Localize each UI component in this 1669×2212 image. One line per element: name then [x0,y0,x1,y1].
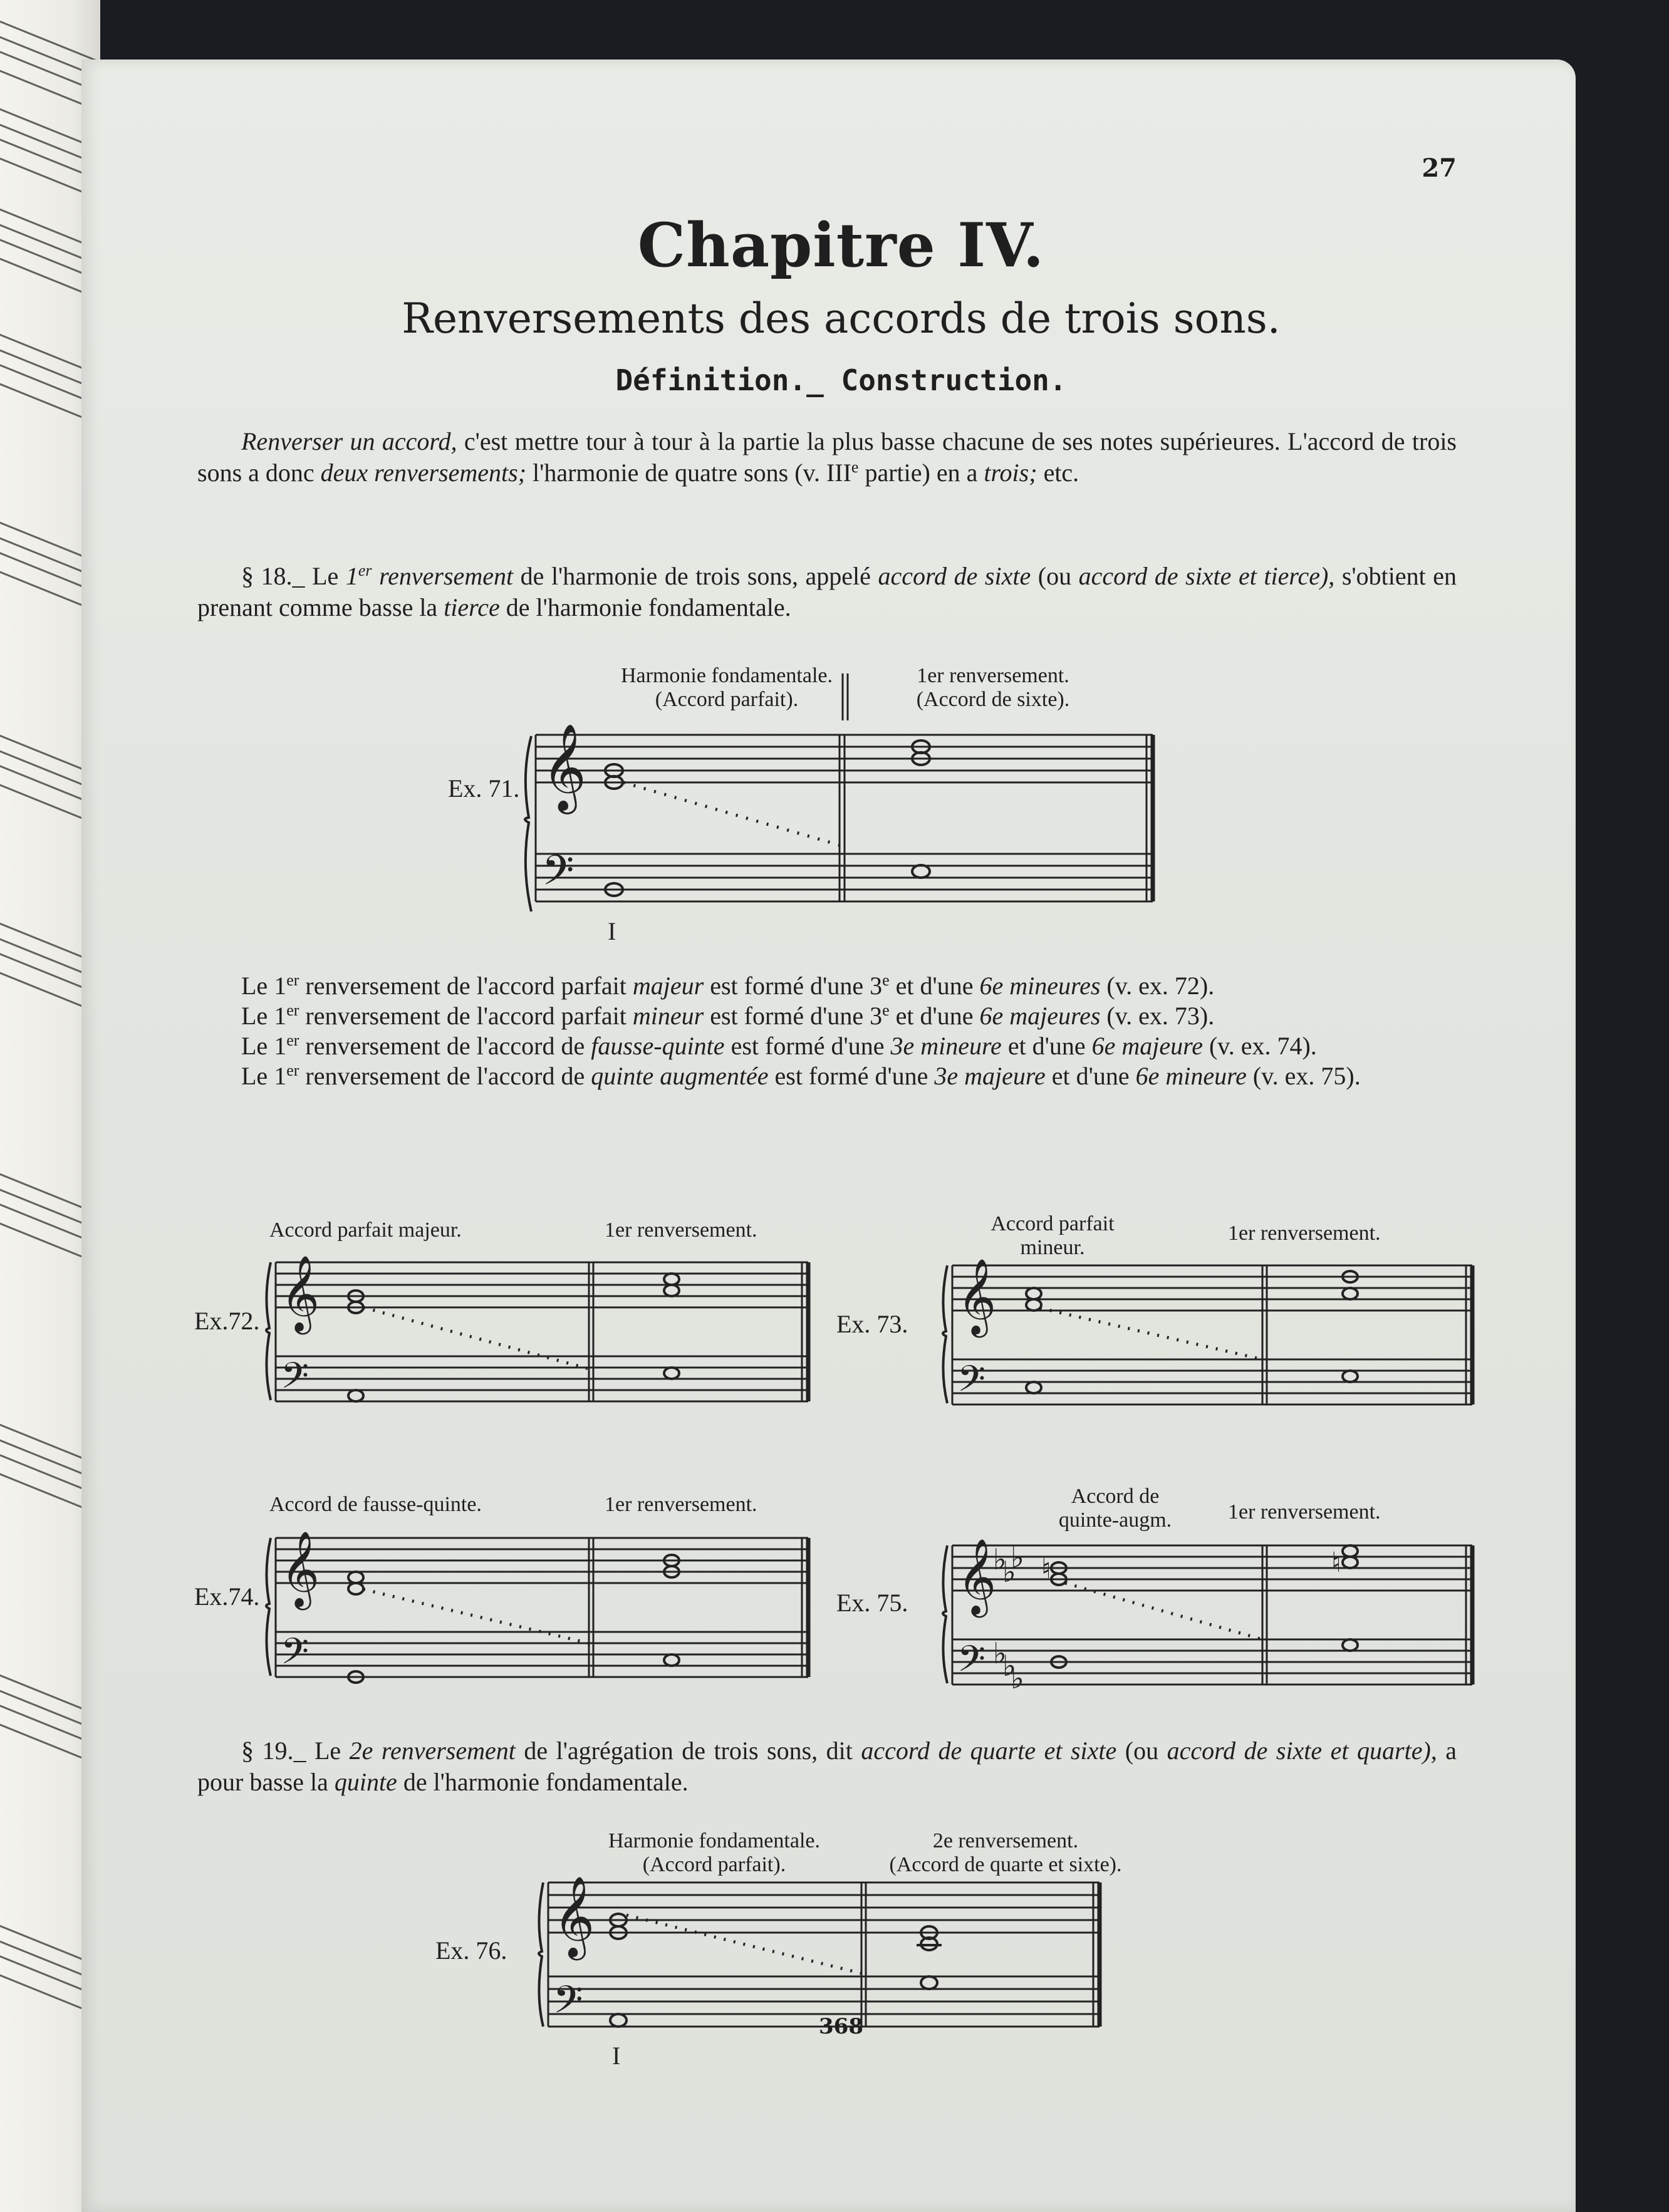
svg-text:𝄞: 𝄞 [553,1878,595,1956]
caption-line: (Accord de quarte et sixte). [889,1853,1122,1876]
body-text: (ou [1031,562,1079,590]
ex73-grand-staff [940,1259,1491,1422]
ex72-label: Ex.72. [194,1307,260,1335]
svg-text:𝄞: 𝄞 [957,1260,997,1333]
section-number: § 19._ Le [241,1737,350,1765]
body-text: s'obtient en prenant comme basse la [197,562,1457,621]
body-text: de l'agrégation de trois sons, dit [515,1737,861,1765]
caption-line: (Accord parfait). [655,688,799,711]
caption-line: Accord de [1071,1485,1160,1508]
caption-line: Harmonie fondamentale. [621,664,833,687]
superscript: er [358,561,372,579]
section-heading: Définition._ Construction. [615,363,1067,397]
ex73-label: Ex. 73. [836,1310,908,1338]
italic-term: accord de sixte et tierce), [1078,562,1335,590]
svg-text:𝄢: 𝄢 [553,1980,583,2031]
body-text: de l'harmonie de trois sons, appelé [513,562,878,590]
ex75-grand-staff [940,1539,1491,1702]
section-19-paragraph [197,1735,1457,1798]
svg-text:𝄢: 𝄢 [957,1360,986,1408]
caption-line: Accord de fausse-quinte. [269,1493,482,1516]
body-text: de l'harmonie fondamentale. [499,593,791,621]
caption-line: (Accord parfait). [642,1853,786,1876]
svg-text:♭: ♭ [1011,1542,1024,1574]
intro-italic: Renverser un accord, [241,427,457,455]
intro-italic: deux renversements; [320,459,527,487]
ex74-label: Ex.74. [194,1582,260,1611]
caption-line: (Accord de sixte). [916,688,1070,711]
ex76-left-caption [564,1829,865,1877]
caption-line: Harmonie fondamentale. [608,1829,820,1852]
ex75-right-caption [1228,1500,1479,1524]
caption-line: 1er renversement. [1228,1222,1381,1245]
italic-term: quinte [334,1768,397,1796]
caption-line: 2e renversement. [932,1829,1079,1852]
book-page [81,60,1576,2212]
ex76-right-caption [865,1829,1146,1877]
intro-italic: trois; [984,459,1037,487]
caption-line: 1er renversement. [917,664,1069,687]
body-text: (ou [1116,1737,1167,1765]
ex74-left-caption [269,1493,620,1517]
intro-text: etc. [1037,459,1079,487]
svg-text:𝄢: 𝄢 [281,1633,309,1681]
ex71-right-caption [877,664,1109,712]
intro-paragraph [197,426,1457,489]
italic-term: renversement [372,562,514,590]
intro-text: l'harmonie de quatre sons (v. III [526,459,851,487]
svg-text:𝄞: 𝄞 [281,1532,320,1606]
italic-term: accord de sixte [878,562,1031,590]
rules-paragraph [197,971,1457,1091]
ex76-label: Ex. 76. [435,1936,507,1965]
ex72-right-caption [605,1218,830,1242]
ex72-grand-staff [263,1256,827,1419]
ex73-left-caption [959,1212,1146,1260]
svg-text:𝄢: 𝄢 [281,1357,309,1405]
superscript: e [851,458,859,476]
footer-plate-number: 368 [819,2014,863,2039]
caption-line: Accord parfait majeur. [269,1218,462,1242]
svg-text:♭: ♭ [1002,1650,1016,1682]
svg-text:♭: ♭ [1011,1663,1024,1695]
chapter-subtitle: Renversements des accords de trois sons. [402,294,1281,343]
ex71-degree: I [608,917,616,945]
svg-text:𝄞: 𝄞 [957,1540,997,1613]
ex74-right-caption [605,1493,830,1517]
intro-text: c'est mettre tour à tour à la partie la plus basse chacune de ses notes supérieures. L'accord de trois sons a donc [197,427,1457,487]
ex74-grand-staff [263,1532,827,1695]
body-text: de l'harmonie fondamentale. [397,1768,689,1796]
caption-line: mineur. [1020,1236,1085,1259]
svg-text:♭: ♭ [1002,1556,1016,1588]
svg-text:𝄢: 𝄢 [542,849,575,904]
rule-line-fausse-quinte: Le 1er renversement de l'accord de fausse-quinte est formé d'une 3e mineure et d'une 6e majeure (v. ex. 74). [241,1031,1317,1060]
caption-line: 1er renversement. [605,1218,757,1242]
ex73-right-caption [1228,1222,1479,1245]
section-18-paragraph [197,561,1457,623]
ex71-label: Ex. 71. [448,774,520,802]
body-text: a pour basse la [197,1737,1457,1796]
caption-line: 1er renversement. [605,1493,757,1516]
chapter-title: Chapitre IV. [637,210,1045,281]
caption-line: 1er renversement. [1228,1500,1381,1524]
svg-text:𝄞: 𝄞 [542,725,586,809]
intro-text: partie) en a [858,459,984,487]
italic-term: accord de sixte et quarte), [1167,1737,1437,1765]
rule-line-quinte-augmentee: Le 1er renversement de l'accord de quinte augmentée est formé d'une 3e majeure et d'une 6e mineure (v. ex. 75). [241,1061,1361,1090]
ordinal: 1 [345,562,358,590]
page-number: 27 [1422,153,1457,183]
svg-text:𝄞: 𝄞 [281,1257,320,1330]
italic-term: accord de quarte et sixte [861,1737,1117,1765]
svg-text:♭: ♭ [993,1638,1007,1669]
svg-text:♮: ♮ [1041,1554,1051,1584]
caption-line: Accord parfait [990,1212,1115,1235]
svg-text:𝄢: 𝄢 [957,1640,986,1688]
italic-term: tierce [444,593,500,621]
ex71-left-caption [576,664,877,712]
caption-line: quinte-augm. [1058,1508,1172,1532]
svg-text:♭: ♭ [993,1544,1007,1576]
svg-text:♮: ♮ [1331,1547,1341,1578]
rule-line-majeur: Le 1er renversement de l'accord parfait majeur est formé d'une 3e et d'une 6e mineures (v. ex. 72). [241,971,1215,1000]
ex75-left-caption [1021,1485,1209,1532]
ex71-grand-staff [520,724,1184,974]
ex75-label: Ex. 75. [836,1589,908,1617]
rule-line-mineur: Le 1er renversement de l'accord parfait mineur est formé d'une 3e et d'une 6e majeures (v. ex. 73). [241,1001,1215,1030]
section-number: § 18._ Le [241,562,346,590]
ex76-degree: I [612,2042,621,2070]
italic-term: 2e renversement [349,1737,516,1765]
